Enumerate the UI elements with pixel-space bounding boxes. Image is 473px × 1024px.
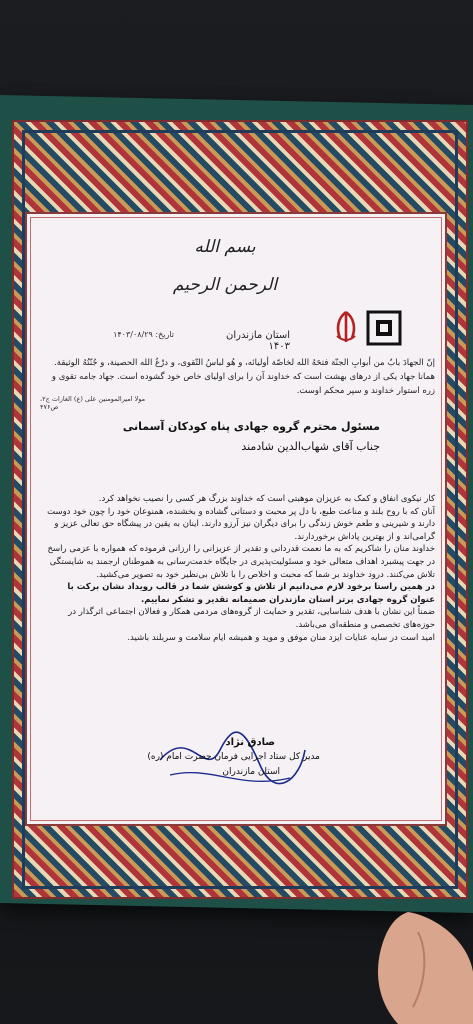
- body-paragraph: آنان که با روح بلند و مناعت طبع، با دل پر محبت و دستانی گشاده و بخشنده، همنوعان خود را چون خود دوست دارند و شیرینی و طعم خوش زندگی را برای دیگران نیز آرزو دارند. اینان به یقین در پیشگاه حق تعالی عزیز و گرامی‌اند و از بهترین پاداش برخوردارند.: [47, 506, 435, 542]
- hadith-quote: [40, 356, 435, 398]
- province-year: استان مازندران ۱۴۰۳: [226, 330, 290, 352]
- recipient-person: جناب آقای شهاب‌الدین شادمند: [241, 440, 380, 453]
- signatory-province: استان مازندران: [222, 767, 280, 777]
- letter-date: تاریخ: ۱۴۰۳/۰۸/۲۹: [113, 330, 174, 339]
- hadith-arabic: إنّ الجهادَ بابٌ من أبوابِ الجنّة فتحَهُ الله لخاصّة أوليائه، و هُو لباسُ التّقوى، و درْعُ الله الحصينة، و جُنّتُهُ الوثيقة.: [54, 358, 435, 368]
- setad-logo-icon: [366, 310, 402, 346]
- bismillah-calligraphy: بسم الله الرحمن الرحیم: [172, 237, 278, 295]
- iran-emblem-icon: [328, 308, 364, 346]
- body-paragraph: خداوند منان را شاکریم که به ما نعمت قدردانی و تقدیر از عزیزانی را ارزانی فرموده که همواره با عزمی راسخ در جهت پیشبرد اهداف متعالی خود و مسئولیت‌پذیری در جایگاه خدمت‌رسانی به هموطنان ارجمند به شایستگی تلاش می‌کنند. درود خداوند بر شما که محبت و اخلاص را با تلاش بی‌نظیر خود به تصویر می‌کشید.: [47, 544, 435, 580]
- recipient-group: مسئول محترم گروه جهادی پناه کودکان آسمانی: [122, 420, 380, 433]
- body-paragraph: امید است در سایه عنایات ایزد منان موفق و موید و همیشه ایام سلامت و سربلند باشید.: [127, 632, 435, 643]
- holding-hand: [368, 912, 473, 1024]
- hadith-source: مولا امیرالمومنین علی (ع) الغارات ج۲، ص۴۷۶: [40, 395, 146, 411]
- hadith-persian: همانا جهاد یکی از درهای بهشت است که خداوند آن را برای اولیای خاص خود گشوده است. جهاد جامه تقوی و زره استوار خداوند و سپر محکم اوست.: [51, 372, 435, 396]
- signatory-title: مدیر کل ستاد اجرایی فرمان حضرت امام (ره): [147, 752, 320, 762]
- body-paragraph: کار نیکوی انفاق و کمک به عزیزان موهبتی است که خداوند بزرگ هر کسی را نصیب نخواهد کرد.: [98, 494, 435, 504]
- body-paragraph: در همین راستا برخود لازم می‌دانیم از تلاش و کوشش شما در قالب رویداد نشان برکت با عنوان گروه جهادی برتر استان مازندران صمیمانه تقدیر و تشکر نماییم.: [67, 582, 435, 605]
- letter-body: [40, 493, 435, 644]
- body-paragraph: ضمناً این نشان با هدف شناسایی، تقدیر و حمایت از گروه‌های مردمی همکار و فعالان اجتماعی اثرگذار در حوزه‌های تخصصی و منطقه‌ای می‌باشد.: [68, 607, 435, 630]
- signatory-name: صادق نژاد: [225, 737, 275, 748]
